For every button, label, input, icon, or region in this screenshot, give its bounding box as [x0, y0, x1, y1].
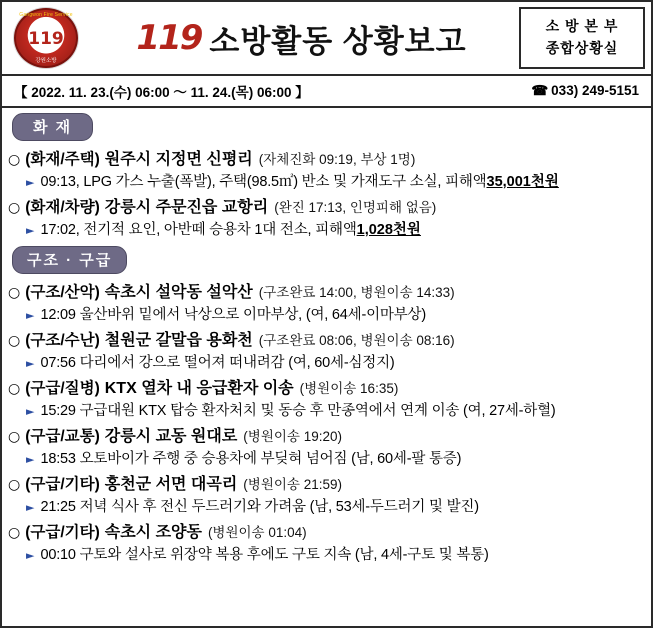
incident-item — [6, 146, 647, 191]
section-fire — [6, 108, 647, 239]
incident-category: (구급/교통) — [25, 428, 100, 445]
incident-status: (병원이송 16:35) — [299, 381, 399, 396]
incident-heading — [8, 375, 647, 398]
incident-detail-text: 07:56 다리에서 강으로 떨어져 떠내려감 (여, 60세-심정지) — [40, 355, 395, 371]
triangle-bullet-icon: ► — [26, 453, 35, 466]
incident-detail-text: 17:02, 전기적 요인, 아반떼 승용차 1대 전소, 피해액 — [40, 222, 357, 238]
incident-heading — [8, 471, 647, 494]
incident-item — [6, 471, 647, 516]
circle-bullet-icon: ○ — [8, 381, 21, 397]
section-rescue-ems — [6, 241, 647, 564]
incident-detail — [26, 399, 647, 420]
title-area — [84, 16, 519, 61]
incident-status: (구조완료 14:00, 병원이송 14:33) — [258, 285, 455, 300]
incident-heading — [8, 423, 647, 446]
triangle-bullet-icon: ► — [26, 176, 35, 189]
headquarters-box — [519, 7, 645, 69]
incident-status: (자체진화 09:19, 부상 1명) — [258, 152, 416, 167]
period-bar — [2, 76, 651, 108]
circle-bullet-icon: ○ — [8, 152, 21, 168]
incident-category: (화재/주택) — [25, 151, 100, 168]
triangle-bullet-icon: ► — [26, 501, 35, 514]
incident-status: (병원이송 21:59) — [243, 477, 342, 492]
incident-detail — [26, 495, 647, 516]
page-title: 소방활동 상황보고 — [209, 23, 467, 59]
incident-location: 홍천군 서면 대곡리 — [104, 476, 238, 493]
incident-heading — [8, 519, 647, 542]
triangle-bullet-icon: ► — [26, 405, 35, 418]
incident-status: (구조완료 08:06, 병원이송 08:16) — [258, 333, 455, 348]
circle-bullet-icon: ○ — [8, 333, 21, 349]
incident-detail — [26, 351, 647, 372]
incident-heading — [8, 146, 647, 169]
incident-location: 원주시 지정면 신평리 — [104, 151, 253, 168]
incident-status: (완진 17:13, 인명피해 없음) — [274, 200, 437, 215]
incident-status: (병원이송 19:20) — [243, 429, 342, 444]
incident-heading — [8, 327, 647, 350]
circle-bullet-icon: ○ — [8, 200, 21, 216]
circle-bullet-icon: ○ — [8, 477, 21, 493]
incident-location: 철원군 갈말읍 용화천 — [104, 332, 253, 349]
section-label-rescue-ems: 구조 · 구급 — [12, 246, 127, 274]
incident-location: 강릉시 교동 원대로 — [104, 428, 238, 445]
incident-detail — [26, 170, 647, 191]
incident-location: 속초시 조양동 — [104, 524, 202, 541]
incident-item — [6, 194, 647, 239]
incident-detail-text: 18:53 오토바이가 주행 중 승용차에 부딪혀 넘어짐 (남, 60세-팔 통증) — [40, 451, 462, 467]
incident-category: (구조/수난) — [25, 332, 100, 349]
incident-location: 강릉시 주문진읍 교항리 — [104, 199, 269, 216]
telephone-icon: ☎ — [531, 83, 549, 98]
emblem-top-text: Gangwon Fire Service — [19, 12, 73, 18]
section-label-fire: 화 재 — [12, 113, 93, 141]
fire-service-emblem — [8, 7, 84, 69]
circle-bullet-icon: ○ — [8, 525, 21, 541]
incident-location: KTX 열차 내 응급환자 이송 — [104, 380, 294, 397]
incident-detail-text: 21:25 저녁 식사 후 전신 두드러기와 가려움 (남, 53세-두드러기 및 발진) — [40, 499, 479, 515]
incident-item — [6, 519, 647, 564]
incident-status: (병원이송 01:04) — [207, 525, 307, 540]
triangle-bullet-icon: ► — [26, 224, 35, 237]
incident-detail — [26, 543, 647, 564]
incident-heading — [8, 279, 647, 302]
incident-damage-amount: 1,028천원 — [356, 222, 421, 238]
logo-119: 119 — [136, 18, 202, 58]
incident-detail — [26, 447, 647, 468]
incident-category: (구조/산악) — [25, 284, 100, 301]
triangle-bullet-icon: ► — [26, 549, 35, 562]
incident-item — [6, 375, 647, 420]
incident-category: (구급/기타) — [25, 524, 100, 541]
emblem-number: 119 — [28, 29, 64, 49]
contact-phone — [531, 83, 639, 99]
incident-detail-text: 00:10 구토와 설사로 위장약 복용 후에도 구토 지속 (남, 4세-구토 및 복통) — [40, 547, 489, 563]
report-period: 【 2022. 11. 23.(수) 06:00 ～ 11. 24.(목) 06:00 】 — [14, 85, 309, 100]
incident-detail — [26, 303, 647, 324]
incident-category: (구급/질병) — [25, 380, 100, 397]
circle-bullet-icon: ○ — [8, 285, 21, 301]
emblem-bottom-text: 강원소방 — [35, 58, 57, 64]
report-content — [2, 108, 651, 564]
emblem-circle — [14, 8, 78, 68]
triangle-bullet-icon: ► — [26, 357, 35, 370]
incident-item — [6, 279, 647, 324]
incident-item — [6, 423, 647, 468]
incident-detail-text: 09:13, LPG 가스 누출(폭발), 주택(98.5㎡) 반소 및 가재도구 소실, 피해액 — [40, 174, 487, 190]
hq-line-2: 종합상황실 — [545, 40, 619, 56]
incident-damage-amount: 35,001천원 — [486, 174, 559, 190]
phone-number: 033) 249-5151 — [551, 83, 639, 98]
incident-detail-text: 12:09 울산바위 밑에서 낙상으로 이마부상, (여, 64세-이마부상) — [40, 307, 426, 323]
circle-bullet-icon: ○ — [8, 429, 21, 445]
incident-location: 속초시 설악동 설악산 — [104, 284, 253, 301]
incident-detail — [26, 218, 647, 239]
incident-item — [6, 327, 647, 372]
report-header — [2, 2, 651, 76]
incident-detail-text: 15:29 구급대원 KTX 탑승 환자처치 및 동승 후 만종역에서 연계 이송 (여, 27세-하혈) — [40, 403, 556, 419]
triangle-bullet-icon: ► — [26, 309, 35, 322]
hq-line-1: 소 방 본 부 — [545, 18, 619, 35]
incident-heading — [8, 194, 647, 217]
incident-category: (화재/차량) — [25, 199, 100, 216]
incident-category: (구급/기타) — [25, 476, 100, 493]
